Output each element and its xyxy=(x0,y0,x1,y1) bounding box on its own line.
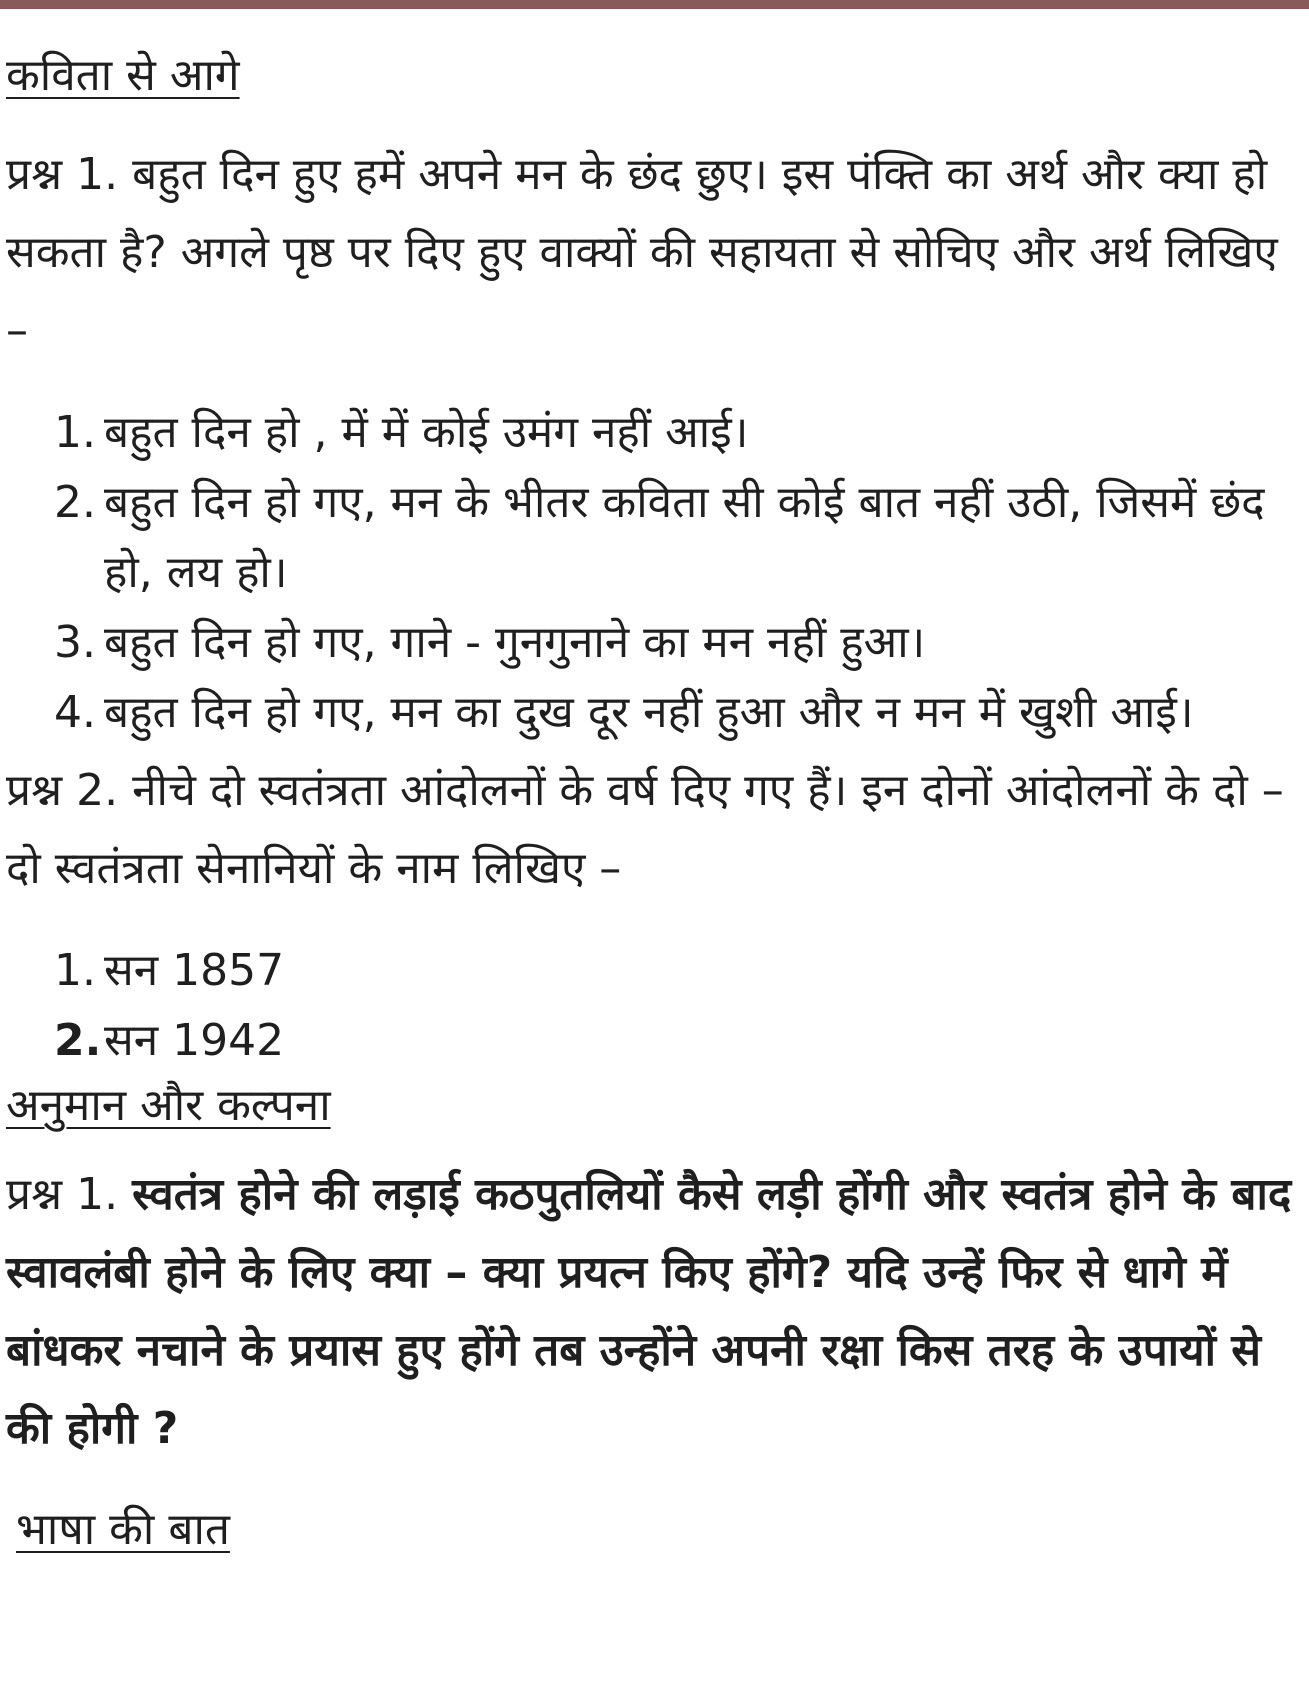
question-3-text: स्वतंत्र होने की लड़ाई कठपुतलियों कैसे लड़ी होंगी और स्वतंत्र होने के बाद स्वावलंबी होने के लिए क्या – क्या प्रयत्न किए होंगे? यदि उन्हें फिर से धागे में बांधकर नचाने के प्रयास हुए होंगे तब उन्होंने अपनी रक्षा किस तरह के उपायों से की होगी ? xyxy=(6,1169,1292,1454)
list-item-number: 1. xyxy=(54,945,96,996)
question-3 xyxy=(6,1156,1296,1468)
top-border xyxy=(0,0,1309,9)
question-1-options xyxy=(6,398,1296,748)
list-item-text: बहुत दिन हो गए, मन का दुख दूर नहीं हुआ और न मन में खुशी आई। xyxy=(104,687,1194,738)
list-item-number: 3. xyxy=(54,617,96,668)
question-1-text: बहुत दिन हुए हमें अपने मन के छंद छुए। इस पंक्ति का अर्थ और क्या हो सकता है? अगले पृष्ठ पर दिए हुए वाक्यों की सहायता से सोचिए और अर्थ लिखिए – xyxy=(6,149,1278,356)
list-item xyxy=(54,678,1296,748)
list-item-number: 2. xyxy=(54,477,96,528)
list-item xyxy=(54,608,1296,678)
document-page xyxy=(6,48,1296,1558)
section-heading-anuman-aur-kalpana: अनुमान और कल्पना xyxy=(6,1080,331,1131)
question-1 xyxy=(6,136,1296,370)
list-item-number: 1. xyxy=(54,407,96,458)
list-item-number: 4. xyxy=(54,687,96,738)
list-item-text: बहुत दिन हो गए, मन के भीतर कविता सी कोई बात नहीं उठी, जिसमें छंद हो, लय हो। xyxy=(104,477,1265,598)
list-item xyxy=(54,936,1296,1006)
list-item-text: सन 1942 xyxy=(104,1015,285,1066)
list-item xyxy=(54,468,1296,608)
list-item-text: सन 1857 xyxy=(104,945,285,996)
list-item-number: 2. xyxy=(54,1015,102,1066)
list-item xyxy=(54,398,1296,468)
list-item xyxy=(54,1006,1296,1076)
list-item-text: बहुत दिन हो गए, गाने - गुनगुनाने का मन नहीं हुआ। xyxy=(104,617,926,668)
question-2-years xyxy=(6,936,1296,1076)
section-heading-bhasha-ki-baat: भाषा की बात xyxy=(16,1504,230,1555)
question-2-text: नीचे दो स्वतंत्रता आंदोलनों के वर्ष दिए गए हैं। इन दोनों आंदोलनों के दो – दो स्वतंत्रता सेनानियों के नाम लिखिए – xyxy=(6,765,1284,894)
question-1-prefix: प्रश्न 1. xyxy=(6,149,119,200)
question-2 xyxy=(6,752,1296,908)
question-2-prefix: प्रश्न 2. xyxy=(6,765,119,816)
list-item-text: बहुत दिन हो , में में कोई उमंग नहीं आई। xyxy=(104,407,749,458)
question-3-prefix: प्रश्न 1. xyxy=(6,1169,119,1220)
section-heading-kavita-se-aage: कविता से आगे xyxy=(6,50,240,101)
